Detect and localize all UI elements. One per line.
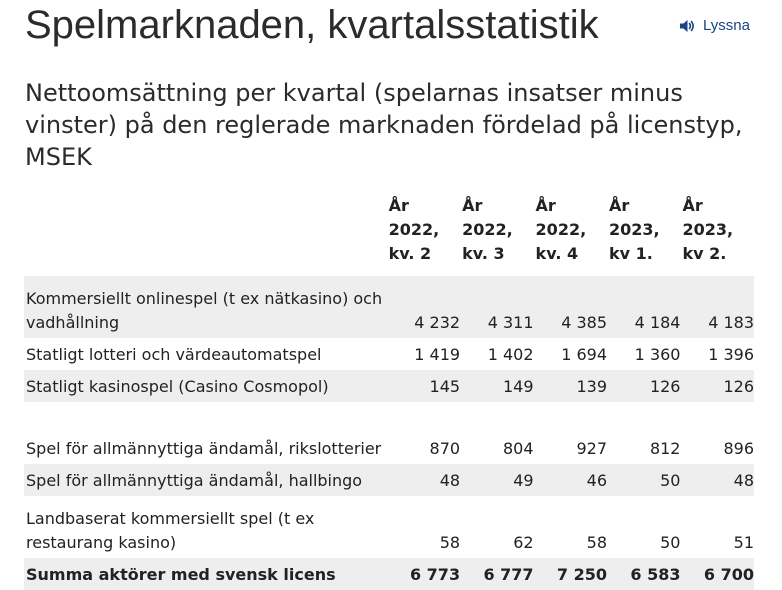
table-cell: 51 bbox=[733, 533, 754, 552]
table-cell: 896 bbox=[723, 439, 754, 458]
total-cell: 6 773 bbox=[409, 565, 461, 584]
table-cell: 149 bbox=[503, 377, 534, 396]
table-row bbox=[24, 276, 754, 338]
total-cell: 7 250 bbox=[556, 565, 608, 584]
listen-button[interactable] bbox=[679, 17, 750, 34]
table-cell: 145 bbox=[429, 377, 461, 396]
speaker-icon bbox=[679, 19, 696, 33]
table-cell: 126 bbox=[723, 377, 754, 396]
table-cell: 4 385 bbox=[561, 313, 608, 332]
page-title: Spelmarknaden, kvartalsstatistik bbox=[25, 3, 599, 47]
table-cell: 4 311 bbox=[487, 313, 534, 332]
table-cell: 58 bbox=[586, 533, 608, 552]
table-cell: 1 396 bbox=[708, 345, 754, 364]
table-cell: 58 bbox=[439, 533, 461, 552]
table-cell: 50 bbox=[660, 533, 681, 552]
row-label: Kommersiellt onlinespel (t ex nätkasino) och vadhållning bbox=[26, 289, 383, 332]
statistics-table bbox=[24, 191, 754, 590]
table-header-row bbox=[24, 191, 754, 276]
table-cell: 139 bbox=[576, 377, 608, 396]
table-cell: 1 402 bbox=[487, 345, 534, 364]
table-cell: 1 419 bbox=[414, 345, 461, 364]
listen-label[interactable]: Lyssna bbox=[703, 17, 750, 34]
column-header: År 2023, kv 1. bbox=[609, 196, 660, 263]
table-cell: 46 bbox=[586, 471, 608, 490]
table-cell: 48 bbox=[733, 471, 754, 490]
table-cell: 870 bbox=[429, 439, 461, 458]
table-cell: 812 bbox=[649, 439, 681, 458]
table-row bbox=[24, 370, 754, 402]
total-cell: 6 583 bbox=[630, 565, 681, 584]
table-cell: 4 232 bbox=[414, 313, 461, 332]
table-cell: 62 bbox=[513, 533, 534, 552]
table-cell: 4 184 bbox=[634, 313, 681, 332]
column-header: År 2022, kv. 4 bbox=[535, 196, 587, 263]
table-row bbox=[24, 496, 754, 558]
table-cell: 927 bbox=[576, 439, 608, 458]
total-cell: 6 777 bbox=[483, 565, 534, 584]
table-cell: 1 694 bbox=[561, 345, 608, 364]
row-label: Spel för allmännyttiga ändamål, hallbingo bbox=[26, 471, 363, 490]
total-label: Summa aktörer med svensk licens bbox=[26, 565, 336, 584]
table-cell: 50 bbox=[660, 471, 681, 490]
table-cell: 4 183 bbox=[708, 313, 754, 332]
table-row bbox=[24, 402, 754, 464]
table-cell: 48 bbox=[439, 471, 461, 490]
row-label: Spel för allmännyttiga ändamål, rikslotterier bbox=[26, 439, 382, 458]
table-caption: Nettoomsättning per kvartal (spelarnas insatser minus vinster) på den reglerade marknaden fördelad på licenstyp, MSEK bbox=[25, 79, 743, 171]
row-label: Statligt lotteri och värdeautomatspel bbox=[26, 345, 322, 364]
column-header: År 2022, kv. 3 bbox=[462, 196, 513, 263]
table-cell: 49 bbox=[513, 471, 534, 490]
table-row bbox=[24, 464, 754, 496]
header-empty-cell bbox=[24, 191, 387, 276]
column-header: År 2022, kv. 2 bbox=[388, 196, 440, 263]
row-label: Landbaserat kommersiellt spel (t ex restaurang kasino) bbox=[26, 509, 315, 552]
table-cell: 126 bbox=[649, 377, 681, 396]
table-row bbox=[24, 338, 754, 370]
total-cell: 6 700 bbox=[703, 565, 754, 584]
table-cell: 804 bbox=[503, 439, 534, 458]
table-cell: 1 360 bbox=[634, 345, 681, 364]
total-row bbox=[24, 558, 754, 590]
column-header: År 2023, kv 2. bbox=[682, 196, 734, 263]
row-label: Statligt kasinospel (Casino Cosmopol) bbox=[26, 377, 329, 396]
